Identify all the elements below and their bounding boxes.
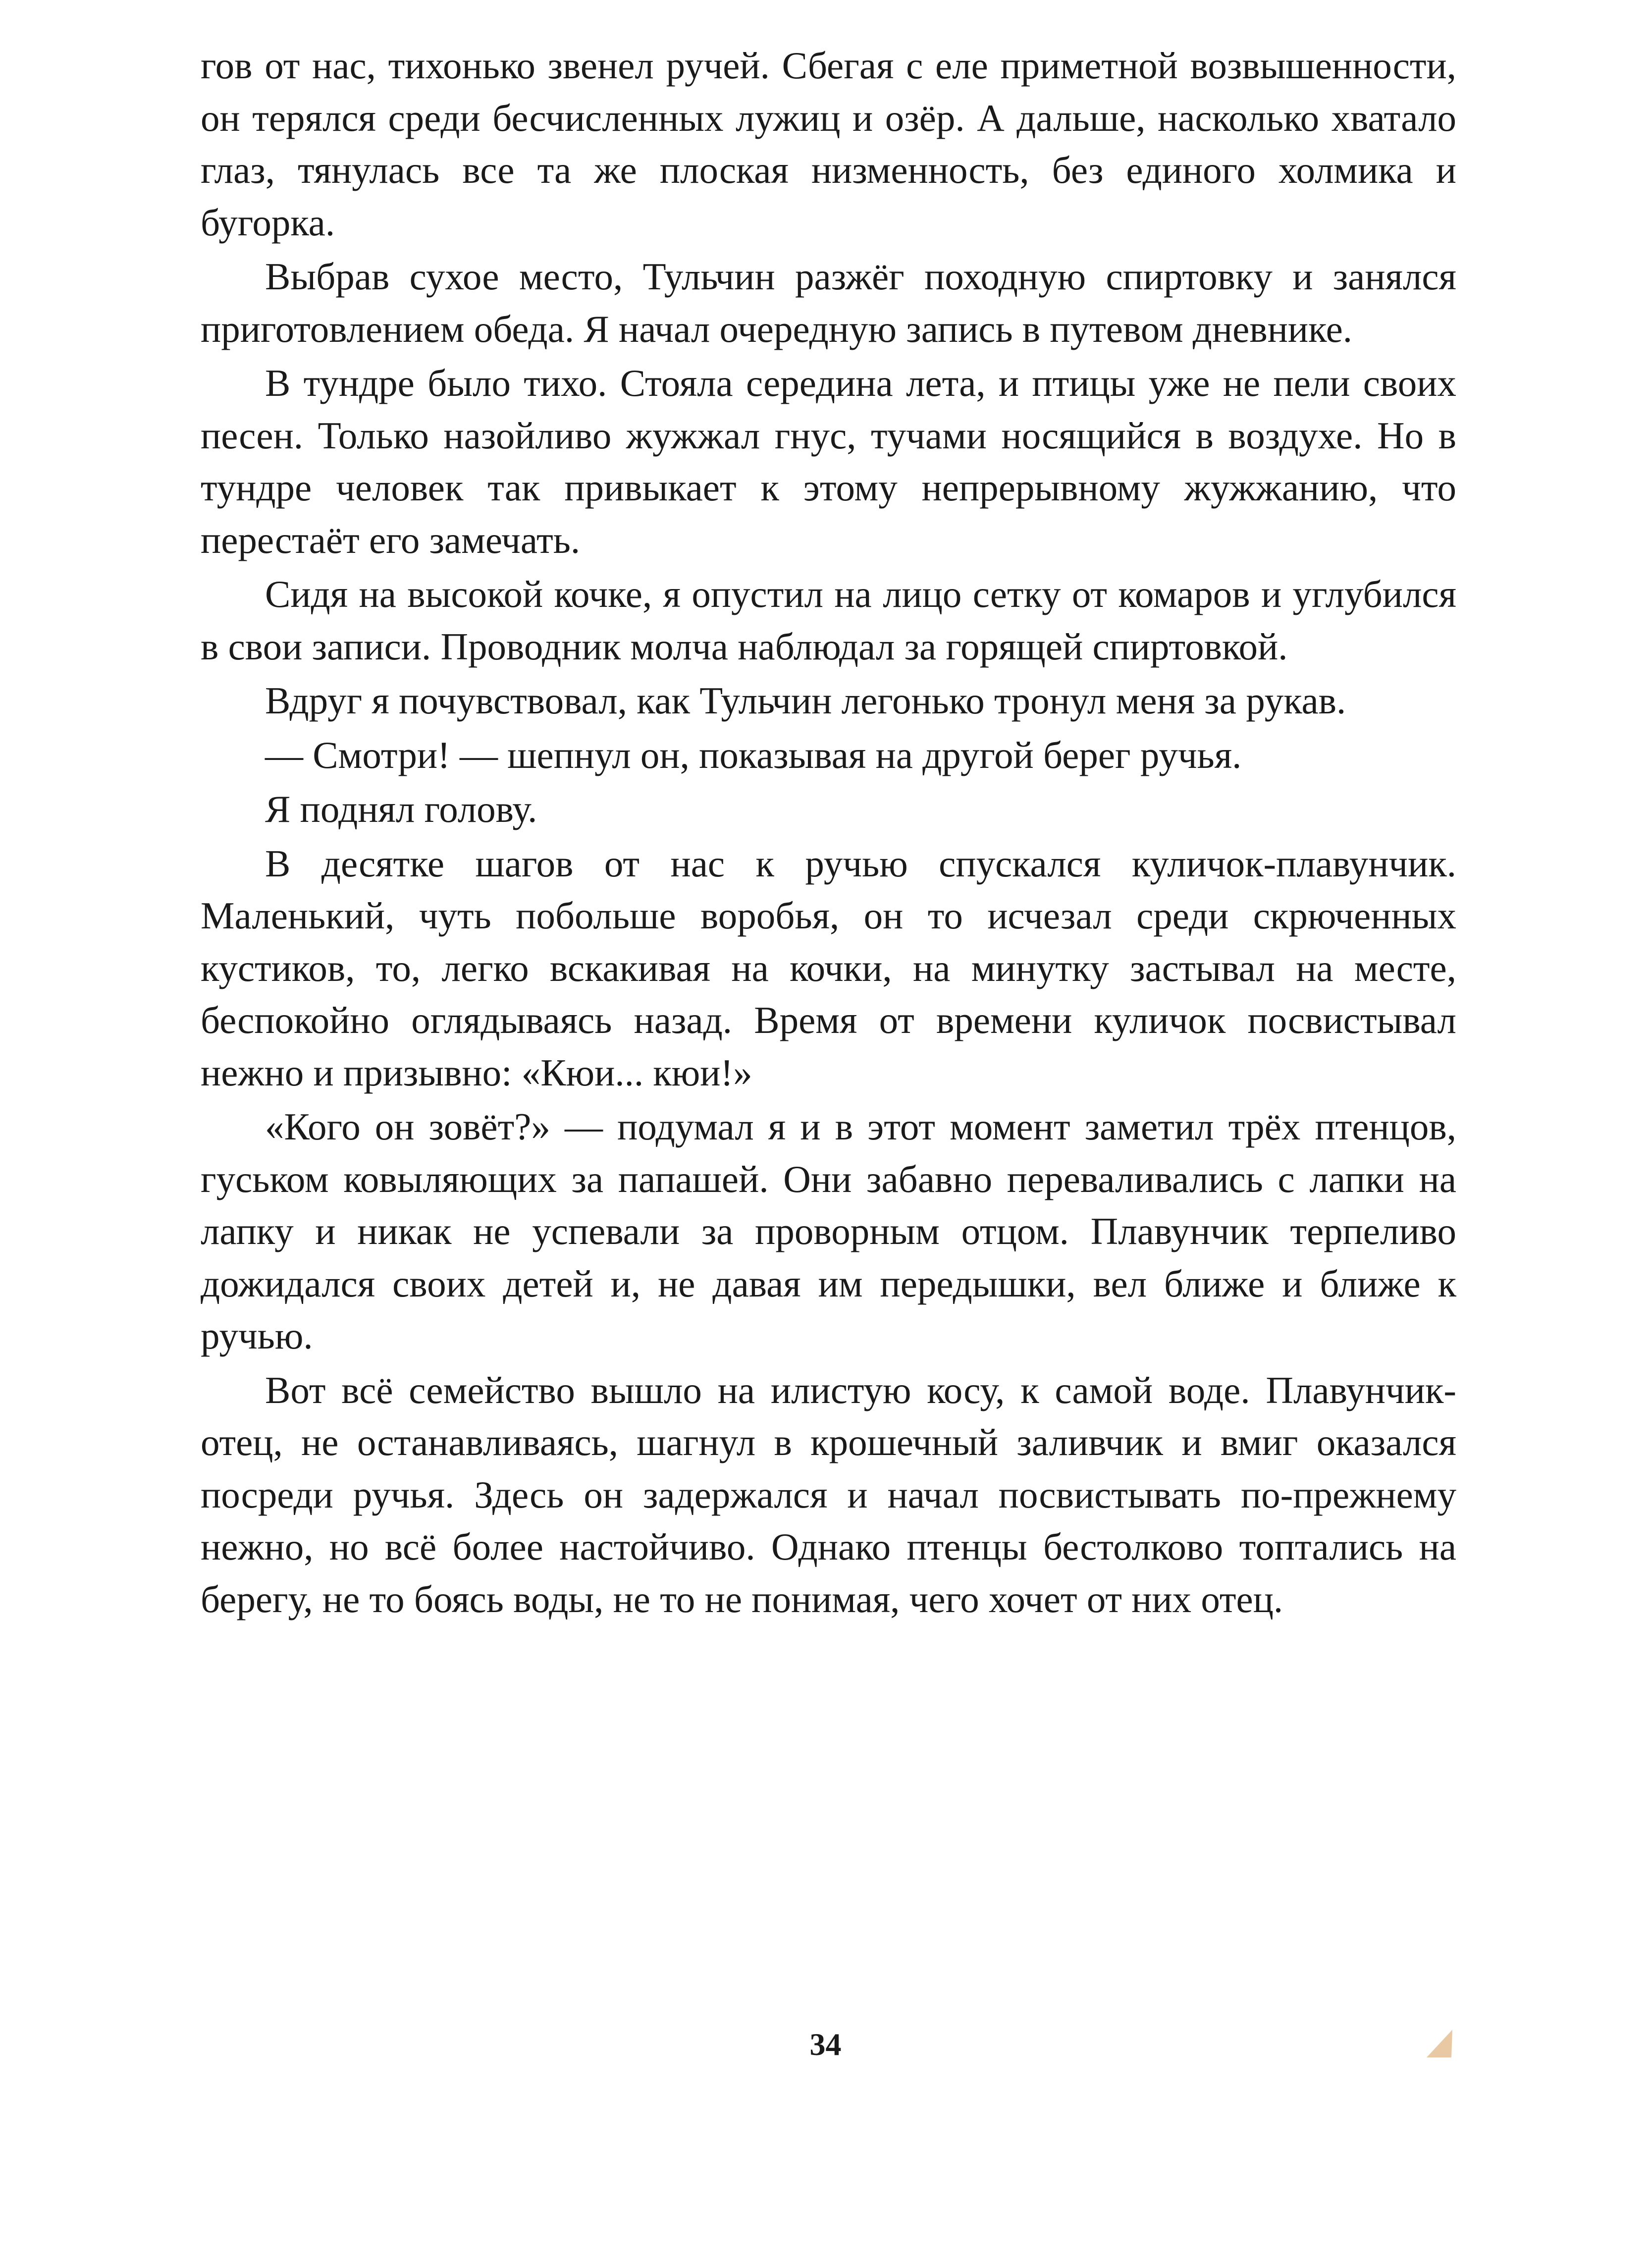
paragraph-3: В тундре было тихо. Стояла середина лета, и птицы уже не пели своих песен. Только назойливо жужжал гнус, тучами носящийся в воздухе. Но в тундре человек так привыкает к этому непрерывному жужжанию, что перестаёт его замечать. (201, 362, 1456, 561)
paragraph-6: — Смотри! — шепнул он, показывая на другой берег ручья. (265, 733, 1242, 776)
paragraph-1: гов от нас, тихонько звенел ручей. Сбегая с еле приметной возвышенности, он терялся среди бесчисленных лужиц и озёр. А дальше, насколько хватало глаз, тянулась все та же плоская низменность, без единого холмика и бугорка. (201, 44, 1456, 244)
body-text (201, 40, 1456, 1627)
paragraph-2: Выбрав сухое место, Тульчин разжёг походную спиртовку и занялся приготовлением обеда. Я начал очередную запись в путевом дневнике. (201, 255, 1456, 350)
paragraph-4: Сидя на высокой кочке, я опустил на лицо сетку от комаров и углубился в свои записи. Проводник молча наблюдал за горящей спиртовкой. (201, 573, 1456, 668)
paragraph-5: Вдруг я почувствовал, как Тульчин легонько тронул меня за рукав. (265, 679, 1346, 722)
paragraph-9: «Кого он зовёт?» — подумал я и в этот момент заметил трёх птенцов, гуськом ковыляющих за папашей. Они забавно переваливались с лапки на лапку и никак не успевали за проворным отцом. Плавунчик терпеливо дожидался своих детей и, не давая им передышки, вел ближе и ближе к ручью. (201, 1105, 1456, 1357)
page-number: 34 (809, 2027, 842, 2062)
paragraph-7: Я поднял голову. (265, 788, 537, 830)
page-corner-mark (1422, 2029, 1456, 2058)
paragraph-8: В десятке шагов от нас к ручью спускался куличок-плавунчик. Маленький, чуть побольше воробья, он то исчезал среди скрюченных кустиков, то, легко вскакивая на кочки, на минутку застывал на месте, беспокойно оглядываясь назад. Время от времени куличок посвистывал нежно и призывно: «Кюи... кюи!» (201, 842, 1456, 1094)
paragraph-10: Вот всё семейство вышло на илистую косу, к самой воде. Плавунчик-отец, не останавливаясь, шагнул в крошечный заливчик и вмиг оказался посреди ручья. Здесь он задержался и начал посвистывать по-прежнему нежно, но всё более настойчиво. Однако птенцы бестолково топтались на берегу, не то боясь воды, не то не понимая, чего хочет от них отец. (201, 1368, 1456, 1620)
